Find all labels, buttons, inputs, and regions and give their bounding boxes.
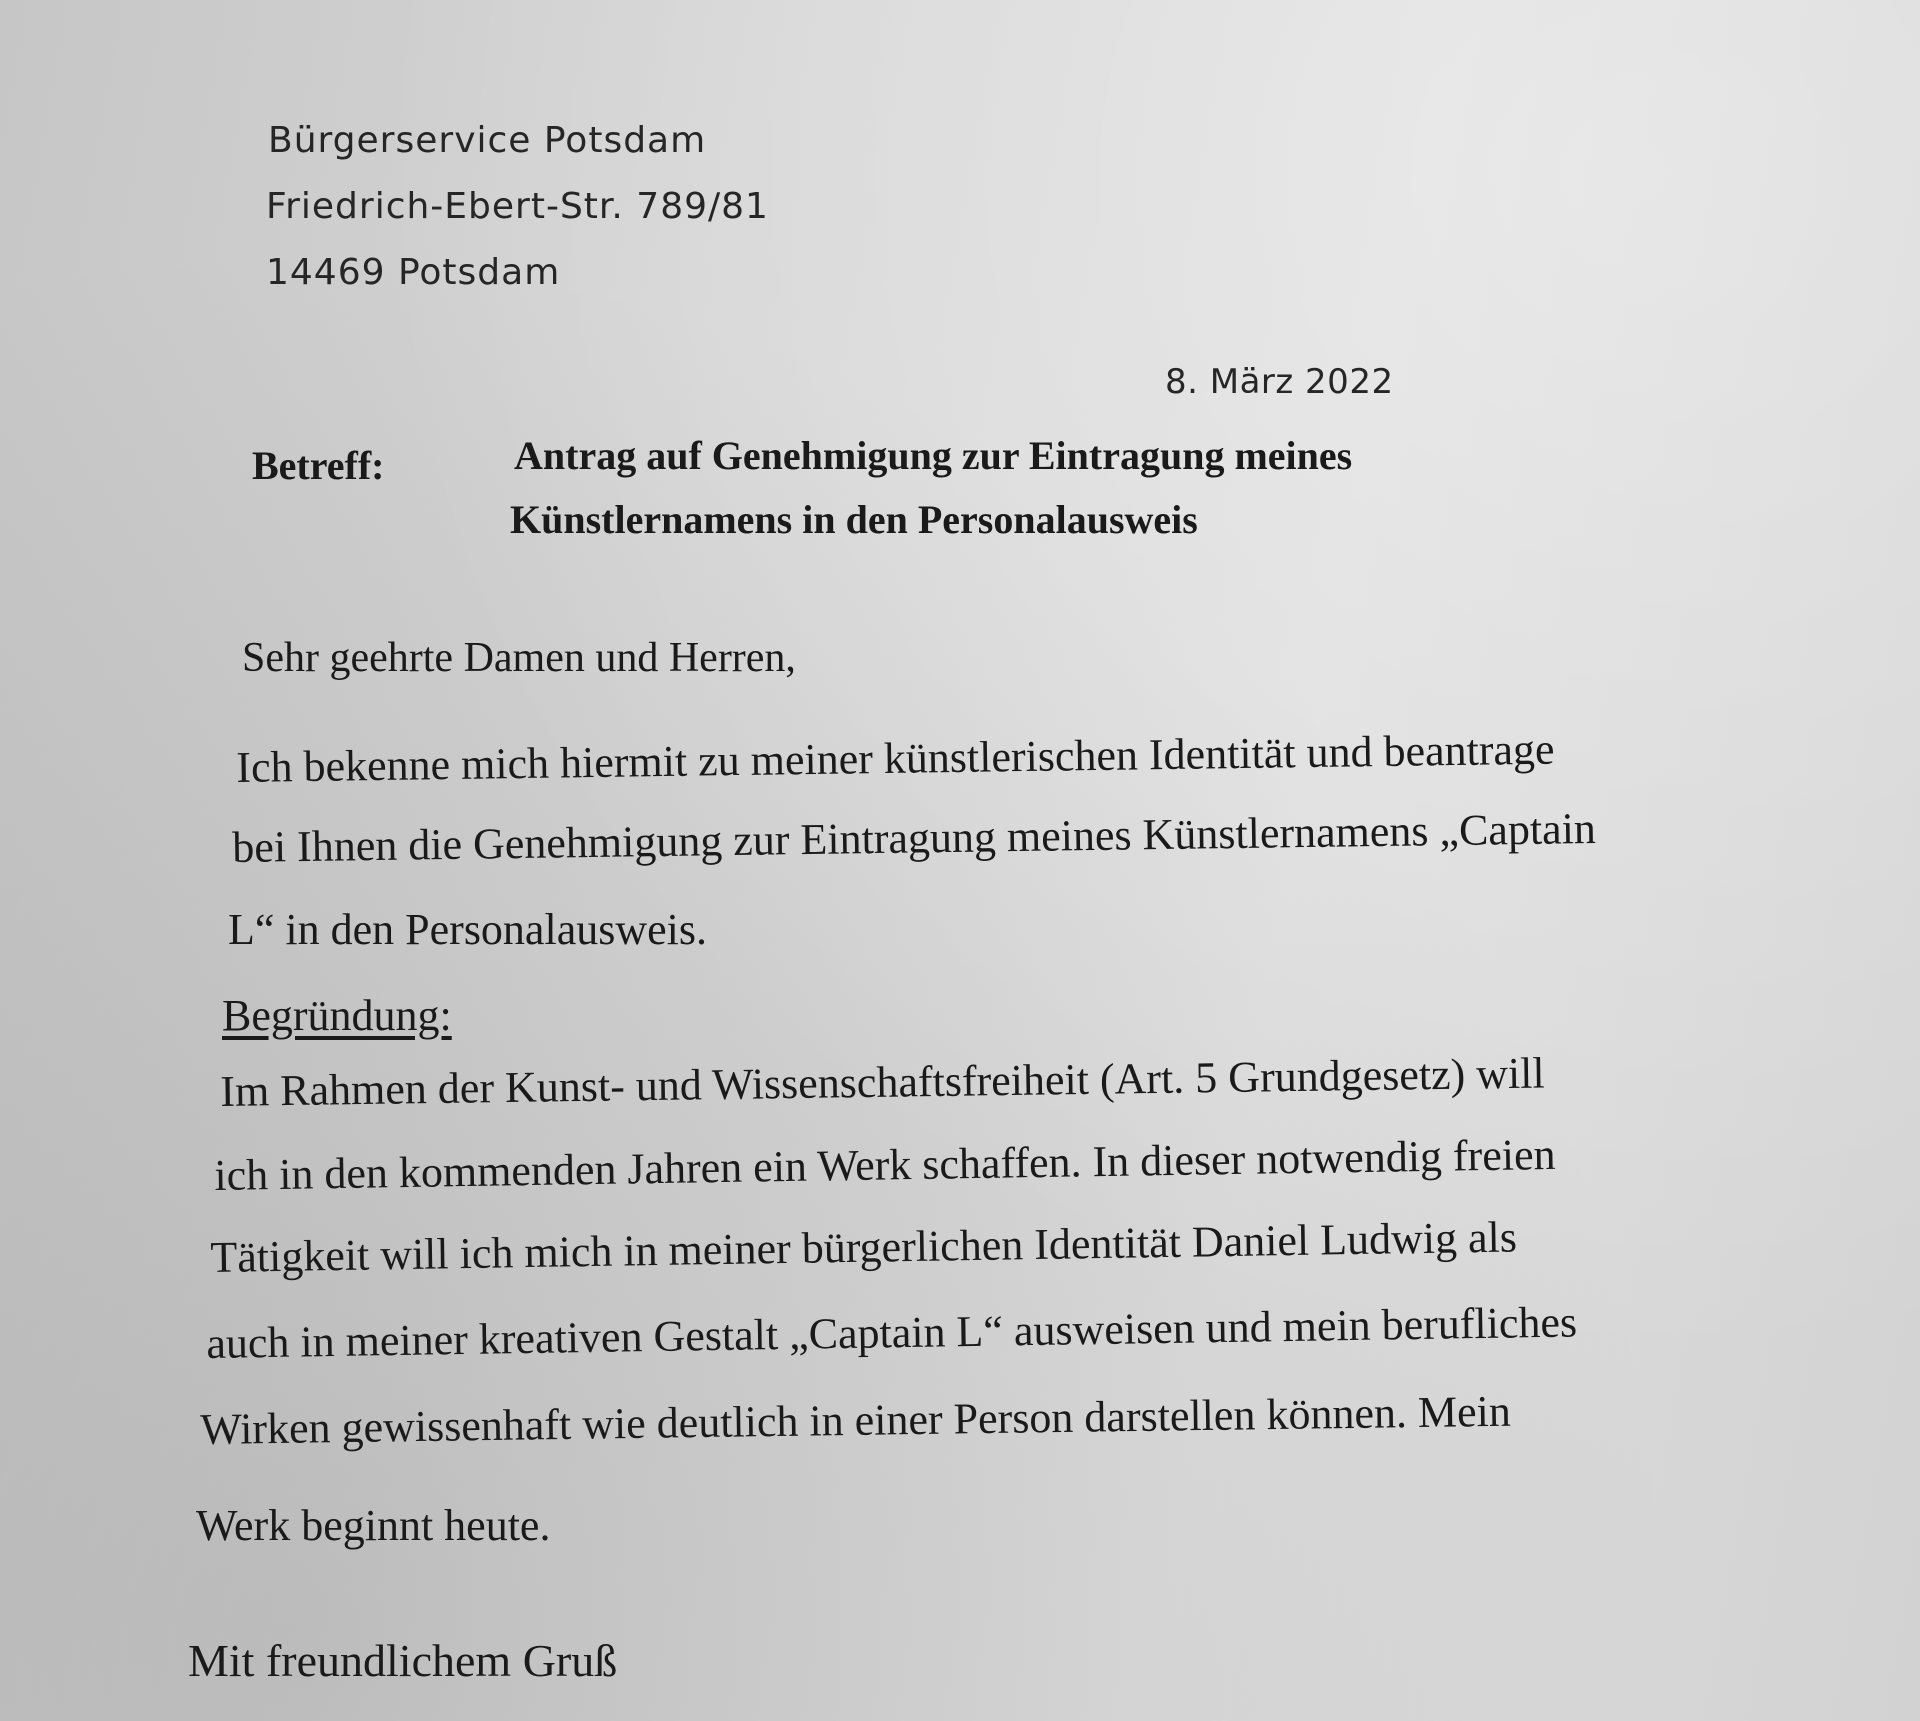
reason-line: auch in meiner kreativen Gestalt „Captain L“ ausweisen und mein berufliches xyxy=(206,1297,1578,1368)
subject-label: Betreff: xyxy=(252,443,385,488)
recipient-street: Friedrich-Ebert-Str. 789/81 xyxy=(266,186,769,227)
reason-line: Tätigkeit will ich mich in meiner bürgerlichen Identität Daniel Ludwig als xyxy=(210,1212,1518,1282)
letter-date: 8. März 2022 xyxy=(1165,362,1394,402)
intro-line: bei Ihnen die Genehmigung zur Eintragung meines Künstlernamens „Captain xyxy=(232,803,1597,872)
subject-line-1: Antrag auf Genehmigung zur Eintragung meines xyxy=(514,433,1353,478)
intro-line: Ich bekenne mich hiermit zu meiner künstlerischen Identität und beantrage xyxy=(236,724,1555,792)
reason-line: Wirken gewissenhaft wie deutlich in einer Person darstellen können. Mein xyxy=(200,1386,1512,1454)
recipient-name: Bürgerservice Potsdam xyxy=(268,120,707,161)
closing: Mit freundlichem Gruß xyxy=(188,1635,618,1686)
recipient-city: 14469 Potsdam xyxy=(266,252,561,293)
reason-line: ich in den kommenden Jahren ein Werk schaffen. In dieser notwendig freien xyxy=(214,1129,1556,1200)
subject-line-2: Künstlernamens in den Personalausweis xyxy=(510,497,1198,542)
reason-line: Werk beginnt heute. xyxy=(196,1501,551,1550)
intro-line: L“ in den Personalausweis. xyxy=(228,905,707,954)
reason-heading: Begründung: xyxy=(222,991,452,1040)
salutation: Sehr geehrte Damen und Herren, xyxy=(242,635,796,681)
reason-line: Im Rahmen der Kunst- und Wissenschaftsfreiheit (Art. 5 Grundgesetz) will xyxy=(220,1048,1546,1116)
